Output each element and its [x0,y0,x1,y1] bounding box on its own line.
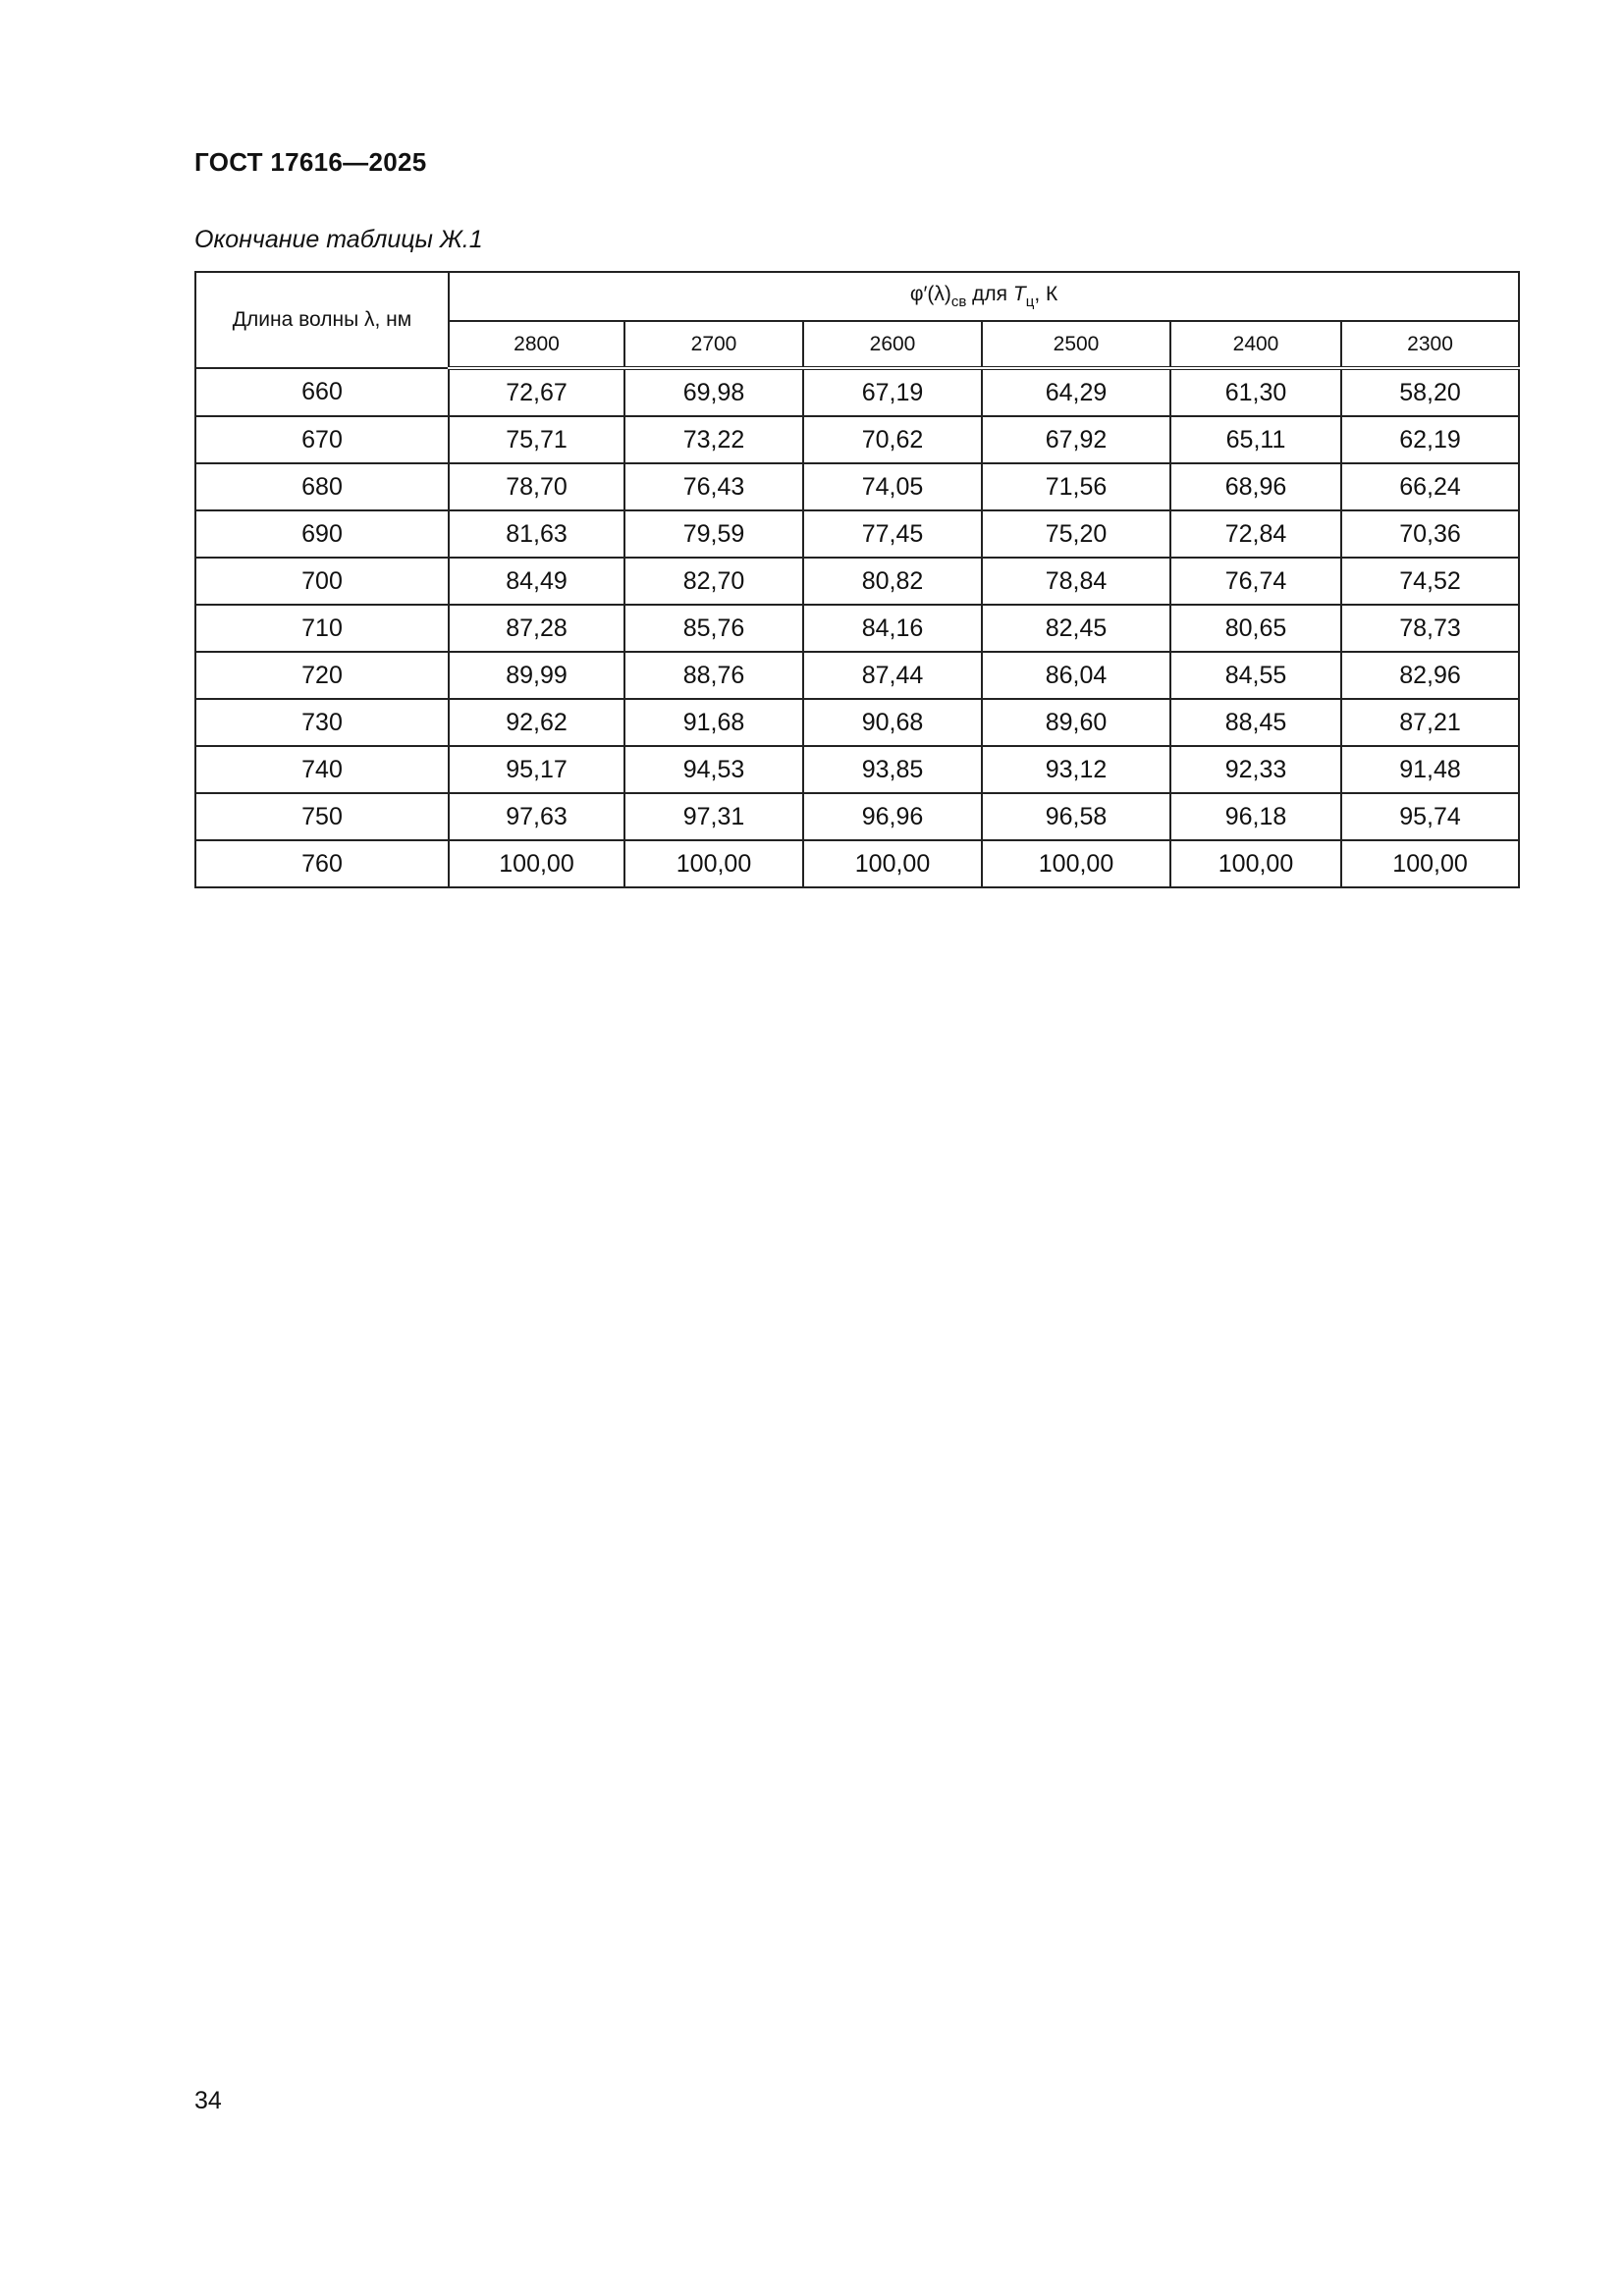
table-cell: 82,45 [982,605,1170,652]
table-cell: 92,62 [449,699,624,746]
table-cell: 62,19 [1341,416,1519,463]
table-cell: 660 [195,368,449,416]
table-cell: 66,24 [1341,463,1519,510]
table-cell: 680 [195,463,449,510]
table-row [195,652,1519,699]
row-header-cell [195,272,449,368]
table-cell: 74,05 [803,463,982,510]
table-cell: 760 [195,840,449,887]
table-cell: 93,85 [803,746,982,793]
table-row [195,840,1519,887]
table-cell: 80,82 [803,558,982,605]
table-cell: 67,19 [803,368,982,416]
table-cell: 78,84 [982,558,1170,605]
table-row [195,558,1519,605]
table-cell: 94,53 [624,746,803,793]
table-cell: 730 [195,699,449,746]
table-cell: 89,60 [982,699,1170,746]
table-cell: 86,04 [982,652,1170,699]
table-cell: 92,33 [1170,746,1341,793]
table-cell: 87,21 [1341,699,1519,746]
table-cell: 77,45 [803,510,982,558]
table-cell: 85,76 [624,605,803,652]
table-cell: 67,92 [982,416,1170,463]
table-cell: 87,28 [449,605,624,652]
table-cell: 90,68 [803,699,982,746]
table-cell: 95,74 [1341,793,1519,840]
table-cell: 670 [195,416,449,463]
table-cell: 70,36 [1341,510,1519,558]
group-header-cell [449,272,1519,321]
table-cell: 97,63 [449,793,624,840]
table-cell: 87,44 [803,652,982,699]
table-cell: 690 [195,510,449,558]
table-row [195,463,1519,510]
table-cell: 68,96 [1170,463,1341,510]
table-cell: 91,48 [1341,746,1519,793]
table-cell: 720 [195,652,449,699]
table-cell: 81,63 [449,510,624,558]
table-header-row [195,272,1519,321]
group-header-middle: для [966,283,1013,305]
table-cell: 76,43 [624,463,803,510]
table-cell: 69,98 [624,368,803,416]
table-cell: 58,20 [1341,368,1519,416]
group-header-prefix: φ′(λ) [909,283,951,305]
table-cell: 100,00 [803,840,982,887]
table-cell: 84,55 [1170,652,1341,699]
table-cell: 64,29 [982,368,1170,416]
table-cell: 82,70 [624,558,803,605]
table-cell: 80,65 [1170,605,1341,652]
table-cell: 93,12 [982,746,1170,793]
group-header-var: T [1012,283,1026,305]
column-header: 2600 [803,321,982,368]
table-row [195,746,1519,793]
table-cell: 91,68 [624,699,803,746]
table-cell: 78,70 [449,463,624,510]
table-caption: Окончание таблицы Ж.1 [194,226,483,253]
table-cell: 84,16 [803,605,982,652]
table-body [195,368,1519,887]
table-cell: 88,45 [1170,699,1341,746]
table-cell: 82,96 [1341,652,1519,699]
table-cell: 88,76 [624,652,803,699]
table-row [195,793,1519,840]
row-header-label: Длина волны λ, нм [232,308,412,331]
table-cell: 75,71 [449,416,624,463]
data-table [194,271,1520,888]
column-header: 2800 [449,321,624,368]
table-row [195,510,1519,558]
column-header: 2300 [1341,321,1519,368]
table-cell: 65,11 [1170,416,1341,463]
table-cell: 73,22 [624,416,803,463]
table-cell: 700 [195,558,449,605]
table-row [195,699,1519,746]
column-header: 2700 [624,321,803,368]
table-cell: 100,00 [624,840,803,887]
table-cell: 75,20 [982,510,1170,558]
table-cell: 70,62 [803,416,982,463]
table-cell: 78,73 [1341,605,1519,652]
table-cell: 74,52 [1341,558,1519,605]
group-header-prefix-sub: св [950,294,967,310]
table-cell: 84,49 [449,558,624,605]
page-number: 34 [194,2087,222,2114]
table-cell: 71,56 [982,463,1170,510]
document-code: ГОСТ 17616—2025 [194,147,427,177]
table-cell: 72,67 [449,368,624,416]
table-row [195,368,1519,416]
table-cell: 96,96 [803,793,982,840]
table-cell: 96,18 [1170,793,1341,840]
table-cell: 100,00 [1341,840,1519,887]
column-header: 2500 [982,321,1170,368]
group-header-suffix: , К [1034,283,1058,305]
table-cell: 710 [195,605,449,652]
table-cell: 61,30 [1170,368,1341,416]
table-cell: 76,74 [1170,558,1341,605]
table-cell: 79,59 [624,510,803,558]
table-cell: 89,99 [449,652,624,699]
table-row [195,416,1519,463]
table-cell: 96,58 [982,793,1170,840]
column-header: 2400 [1170,321,1341,368]
table-cell: 97,31 [624,793,803,840]
table-cell: 100,00 [982,840,1170,887]
table-cell: 740 [195,746,449,793]
table-cell: 100,00 [1170,840,1341,887]
table-cell: 72,84 [1170,510,1341,558]
table-cell: 750 [195,793,449,840]
table-cell: 100,00 [449,840,624,887]
group-header-var-sub: ц [1025,294,1035,310]
table-row [195,605,1519,652]
table-cell: 95,17 [449,746,624,793]
